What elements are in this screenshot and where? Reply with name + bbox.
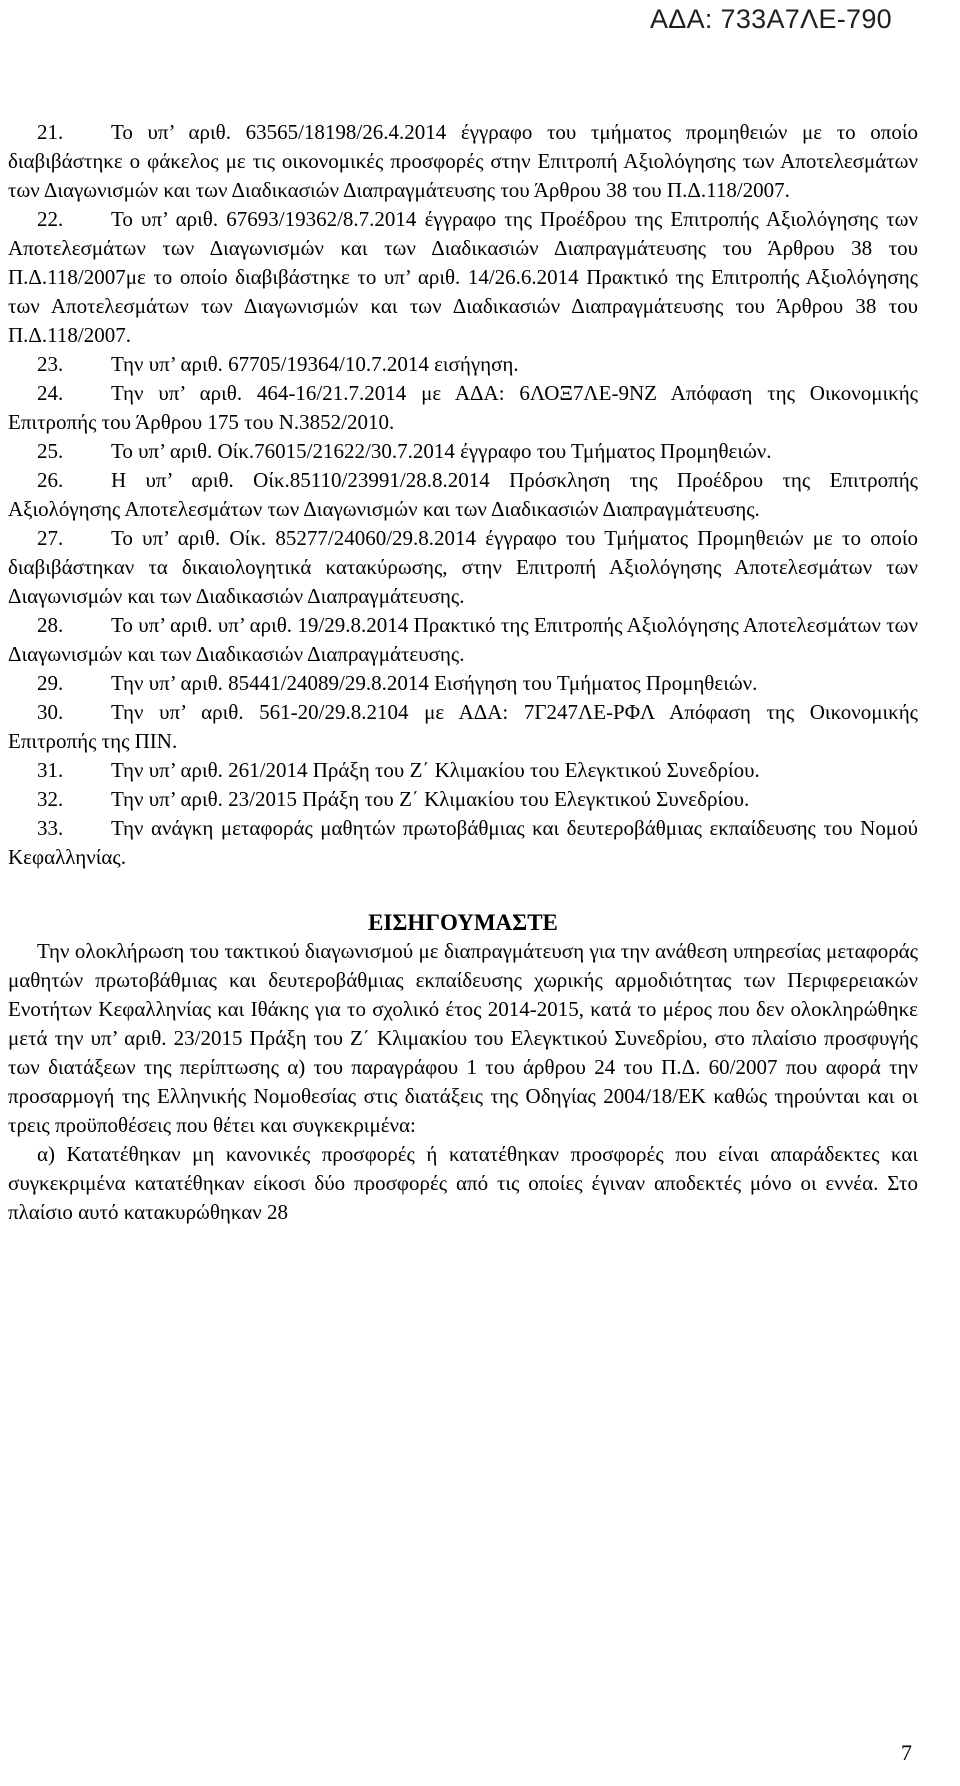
item-number: 23. — [37, 352, 64, 376]
item-text: Την υπ’ αριθ. 261/2014 Πράξη του Ζ΄ Κλιμακίου του Ελεγκτικού Συνεδρίου. — [111, 758, 760, 782]
item-text: Την υπ’ αριθ. 23/2015 Πράξη του Ζ΄ Κλιμακίου του Ελεγκτικού Συνεδρίου. — [111, 787, 750, 811]
item-number: 21. — [37, 120, 64, 144]
item-text: Το υπ’ αριθ. Οίκ.76015/21622/30.7.2014 έγγραφο του Τμήματος Προμηθειών. — [111, 439, 772, 463]
item-text: Το υπ’ αριθ. Οίκ. 85277/24060/29.8.2014 έγγραφο του Τμήματος Προμηθειών με το οποίο διαβιβάστηκαν τα δικαιολογητικά κατακύρωσης, στην Επιτροπή Αξιολόγησης Αποτελεσμάτων των Διαγωνισμών και των Διαδικασιών Διαπραγμάτευσης. — [8, 526, 918, 608]
list-item — [8, 350, 918, 379]
item-number: 25. — [37, 439, 64, 463]
item-number: 26. — [37, 468, 64, 492]
list-item — [8, 379, 918, 437]
item-text: Η υπ’ αριθ. Οίκ.85110/23991/28.8.2014 Πρόσκληση της Προέδρου της Επιτροπής Αξιολόγησης Αποτελεσμάτων των Διαγωνισμών και των Διαδικασιών Διαπραγμάτευσης. — [8, 468, 918, 521]
document-body — [0, 118, 960, 1227]
item-text: Το υπ’ αριθ. 63565/18198/26.4.2014 έγγραφο του τμήματος προμηθειών με το οποίο διαβιβάστηκε ο φάκελος με τις οικονομικές προσφορές στην Επιτροπή Αξιολόγησης των Αποτελεσμάτων των Διαγωνισμών και των Διαδικασιών Διαπραγμάτευσης του Άρθρου 38 του Π.Δ.118/2007. — [8, 120, 918, 202]
list-item — [8, 785, 918, 814]
list-item — [8, 611, 918, 669]
item-number: 30. — [37, 700, 64, 724]
section-heading: ΕΙΣΗΓΟΥΜΑΣΤΕ — [368, 910, 558, 935]
item-number: 32. — [37, 787, 64, 811]
list-item — [8, 205, 918, 350]
list-item — [8, 698, 918, 756]
list-item — [8, 437, 918, 466]
list-item — [8, 669, 918, 698]
item-number: 29. — [37, 671, 64, 695]
item-text: Το υπ’ αριθ. 67693/19362/8.7.2014 έγγραφο της Προέδρου της Επιτροπής Αξιολόγησης των Αποτελεσμάτων των Διαγωνισμών και των Διαδικασιών Διαπραγμάτευσης του Άρθρου 38 του Π.Δ.118/2007με το οποίο διαβιβάστηκε το υπ’ αριθ. 14/26.6.2014 Πρακτικό της Επιτροπής Αξιολόγησης των Αποτελεσμάτων των Διαγωνισμών και των Διαδικασιών Διαπραγμάτευσης του Άρθρου 38 του Π.Δ.118/2007. — [8, 207, 918, 347]
body-paragraph: α) Κατατέθηκαν μη κανονικές προσφορές ή κατατέθηκαν προσφορές που είναι απαράδεκτες και συγκεκριμένα κατατέθηκαν είκοσι δύο προσφορές από τις οποίες έγιναν αποδεκτές μόνο οι εννέα. Στο πλαίσιο αυτό κατακυρώθηκαν 28 — [8, 1142, 918, 1224]
item-text: Την υπ’ αριθ. 85441/24089/29.8.2014 Εισήγηση του Τμήματος Προμηθειών. — [111, 671, 758, 695]
item-number: 22. — [37, 207, 64, 231]
item-number: 24. — [37, 381, 64, 405]
body-paragraph: Την ολοκλήρωση του τακτικού διαγωνισμού με διαπραγμάτευση για την ανάθεση υπηρεσίας μεταφοράς μαθητών πρωτοβάθμιας και δευτεροβάθμιας εκπαίδευσης χωρικής αρμοδιότητας των Περιφερειακών Ενοτήτων Κεφαλληνίας και Ιθάκης για το σχολικό έτος 2014-2015, κατά το μέρος που δεν ολοκληρώθηκε μετά την υπ’ αριθ. 23/2015 Πράξη του Ζ΄ Κλιμακίου του Ελεγκτικού Συνεδρίου, στο πλαίσιο προσφυγής των διατάξεων της περίπτωσης α) του παραγράφου 1 του άρθρου 24 του Π.Δ. 60/2007 που αφορά την προσαρμογή της Ελληνικής Νομοθεσίας στις διατάξεις της Οδηγίας 2004/18/ΕΚ καθώς τηρούνται και οι τρεις προϋποθέσεις που θέτει και συγκεκριμένα: — [8, 939, 918, 1137]
ada-identifier: ΑΔΑ: 733Α7ΛΕ-790 — [649, 4, 892, 34]
item-text: Το υπ’ αριθ. υπ’ αριθ. 19/29.8.2014 Πρακτικό της Επιτροπής Αξιολόγησης Αποτελεσμάτων των Διαγωνισμών και των Διαδικασιών Διαπραγμάτευσης. — [8, 613, 918, 666]
item-number: 31. — [37, 758, 64, 782]
item-text: Την υπ’ αριθ. 561-20/29.8.2104 με ΑΔΑ: 7Γ247ΛΕ-ΡΦΛ Απόφαση της Οικονομικής Επιτροπής της ΠΙΝ. — [8, 700, 918, 753]
item-text: Την υπ’ αριθ. 67705/19364/10.7.2014 εισήγηση. — [111, 352, 519, 376]
item-number: 33. — [37, 816, 64, 840]
list-item — [8, 524, 918, 611]
item-number: 27. — [37, 526, 64, 550]
item-text: Την υπ’ αριθ. 464-16/21.7.2014 με ΑΔΑ: 6ΛΟΞ7ΛΕ-9ΝΖ Απόφαση της Οικονομικής Επιτροπής του Άρθρου 175 του Ν.3852/2010. — [8, 381, 918, 434]
list-item — [8, 118, 918, 205]
item-text: Την ανάγκη μεταφοράς μαθητών πρωτοβάθμιας και δευτεροβάθμιας εκπαίδευσης του Νομού Κεφαλληνίας. — [8, 816, 918, 869]
page-number: 7 — [901, 1740, 912, 1765]
list-item — [8, 814, 918, 872]
list-item — [8, 466, 918, 524]
list-item — [8, 756, 918, 785]
item-number: 28. — [37, 613, 64, 637]
